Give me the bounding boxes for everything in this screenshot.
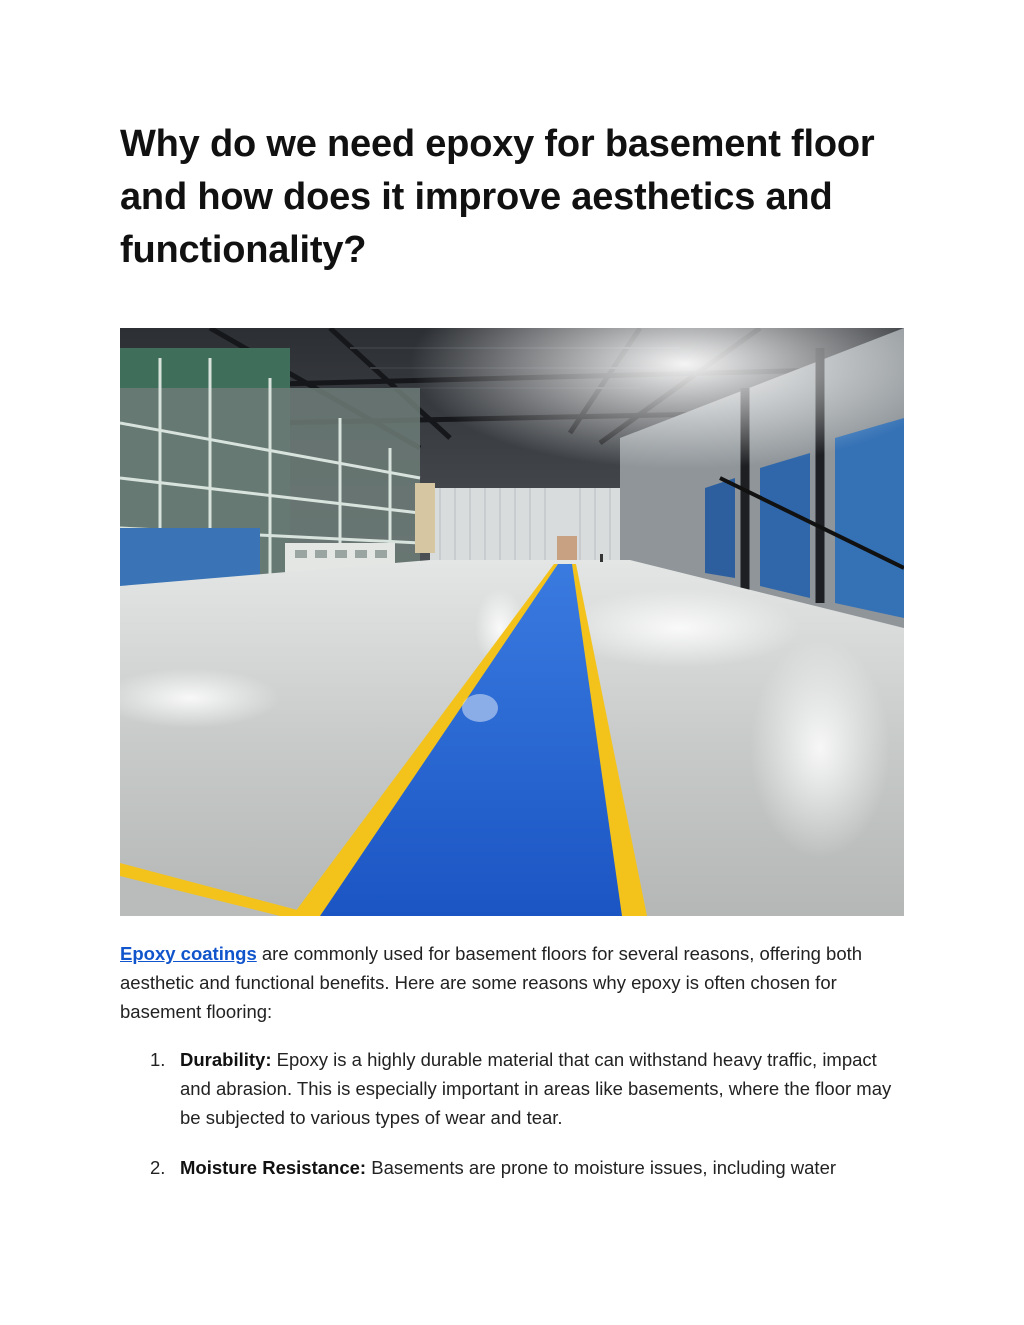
list-term: Moisture Resistance:: [180, 1157, 367, 1178]
intro-paragraph: [120, 939, 910, 1026]
epoxy-coatings-link[interactable]: Epoxy coatings: [120, 943, 257, 964]
intro-text: are commonly used for basement floors for several reasons, offering both aesthetic and functional benefits. Here are some reasons why epoxy is often chosen for basement flooring:: [120, 943, 863, 1022]
list-number: 2.: [150, 1157, 166, 1178]
list-text: Basements are prone to moisture issues, including water: [366, 1157, 837, 1178]
list-text: Epoxy is a highly durable material that can withstand heavy traffic, impact and abrasion. This is especially important in areas like basements, where the floor may be subjected to various types of wear and tear.: [180, 1049, 892, 1128]
list-item: [120, 1153, 910, 1182]
list-item: [120, 1045, 910, 1132]
list-term: Durability:: [180, 1049, 272, 1070]
list-number: 1.: [150, 1049, 166, 1070]
epoxy-floor-photo: [120, 328, 904, 916]
reasons-list: [120, 1045, 910, 1203]
article-title: Why do we need epoxy for basement floor and how does it improve aesthetics and functionality?: [120, 123, 875, 271]
